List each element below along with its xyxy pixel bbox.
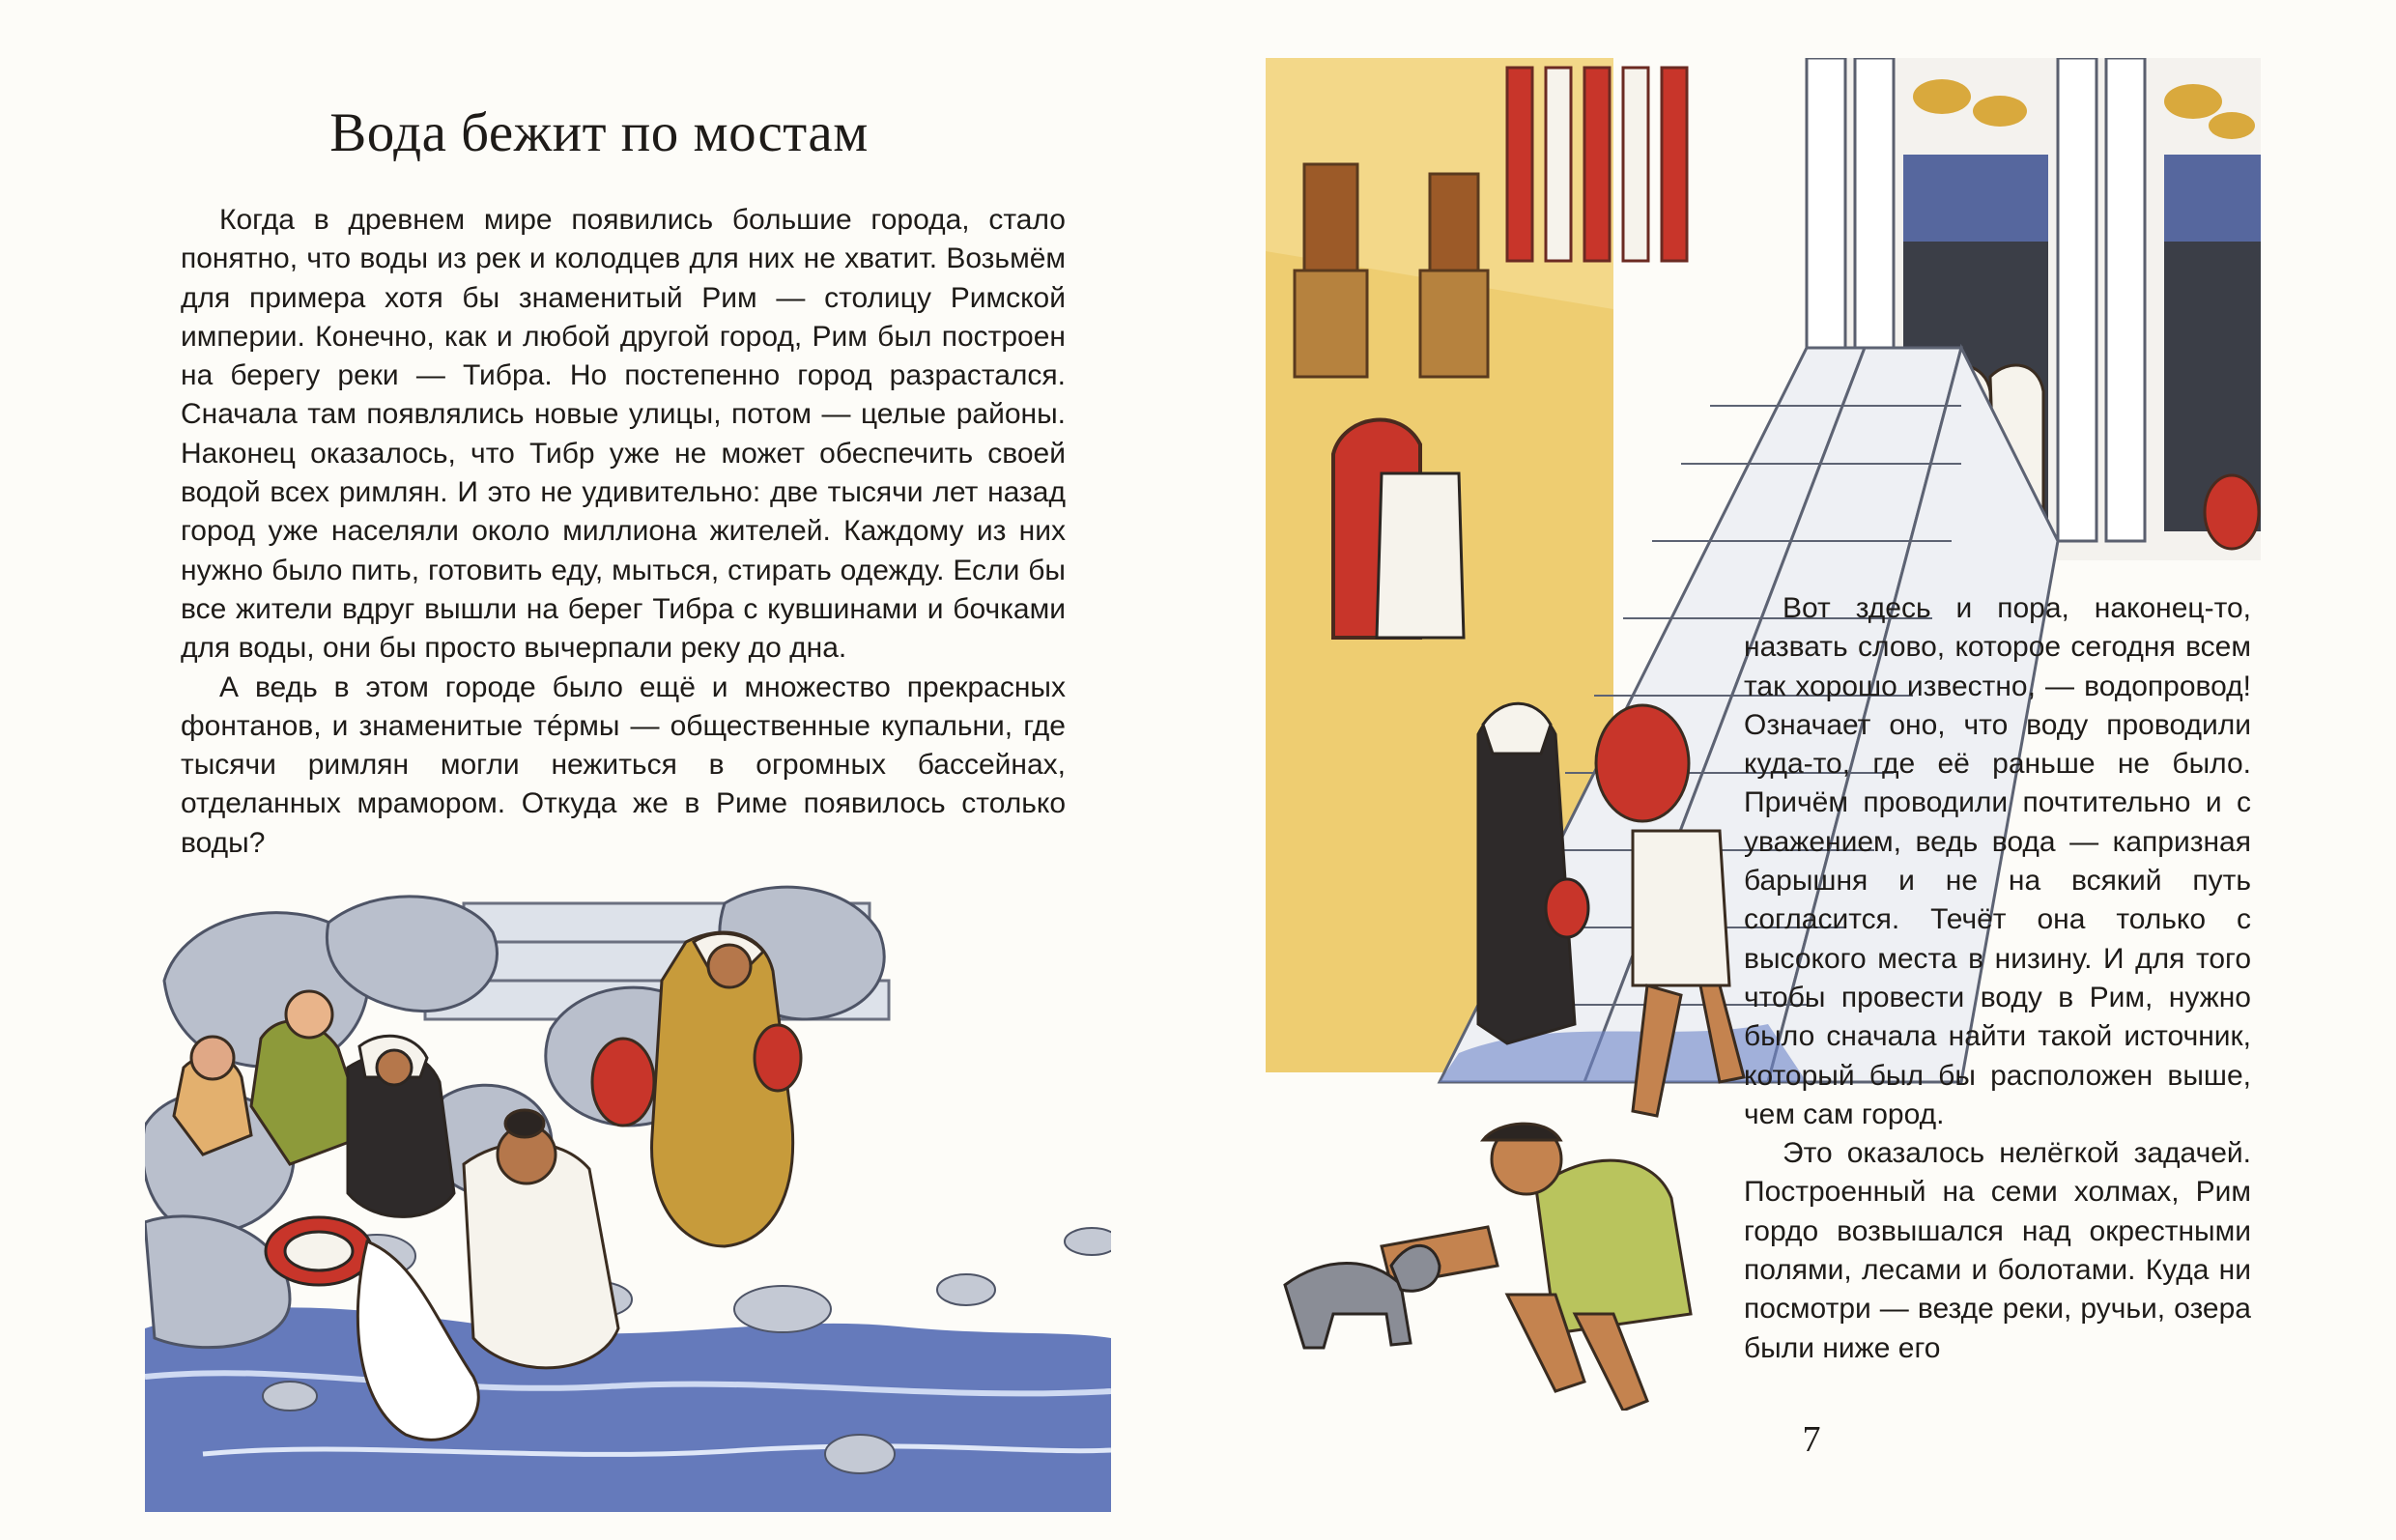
left-paragraph-1: Когда в древнем мире появились большие города, стало понятно, что воды из рек и колодцев для них не хватит. Возьмём для примера хотя бы знаменитый Рим — столицу Римской империи. Конечно, как и любой другой город, Рим был построен на берегу реки — Тибра. Но постепенно город разрастался. Сначала там появлялись новые улицы, потом — целые районы. Наконец оказалось, что Тибр уже не может обеспечить своей водой всех римлян. И это не удивительно: две тысячи лет назад город уже населяли около миллиона жителей. Каждому из них нужно было пить, готовить еду, мыться, стирать одежду. Если бы все жители вдруг вышли на берег Тибра с кувшинами и бочками для воды, они бы просто вычерпали реку до дна. [181, 204, 1066, 665]
left-paragraph-2: А ведь в этом городе было ещё и множество прекрасных фонтанов, и знаменитые тéрмы — общественные купальни, где тысячи римлян могли нежиться в огромных бассейнах, отделанных мрамором. Откуда же в Риме появилось столько воды? [181, 670, 1066, 859]
right-paragraph-2: Это оказалось нелёгкой задачей. Построенный на семи холмах, Рим гордо возвышался над окрестными полями, лесами и болотами. Куда ни посмотри — везде реки, ручьи, озера были ниже его [1744, 1137, 2251, 1364]
right-paragraph-1: Вот здесь и пора, наконец-то, назвать слово, которое сегодня всем так хорошо известно, — водопровод! Означает оно, что воду проводили куда-то, где её раньше не было. Причём проводили почтительно и с уважением, ведь вода — капризная барышня и не на всякий путь согласится. Течёт она только с высокого места в низину. И для того чтобы провести воду в Рим, нужно было сначала найти такой источник, который был бы расположен выше, чем сам город. [1744, 592, 2251, 1130]
left-text-column [181, 201, 1066, 863]
page-number: 7 [1802, 1419, 1821, 1460]
right-text-column [1744, 589, 2251, 1368]
washing-illustration-art [145, 874, 1111, 1512]
right-page [1198, 0, 2396, 1540]
chapter-title: Вода бежит по мостам [329, 102, 869, 163]
washing-illustration [145, 874, 1111, 1512]
